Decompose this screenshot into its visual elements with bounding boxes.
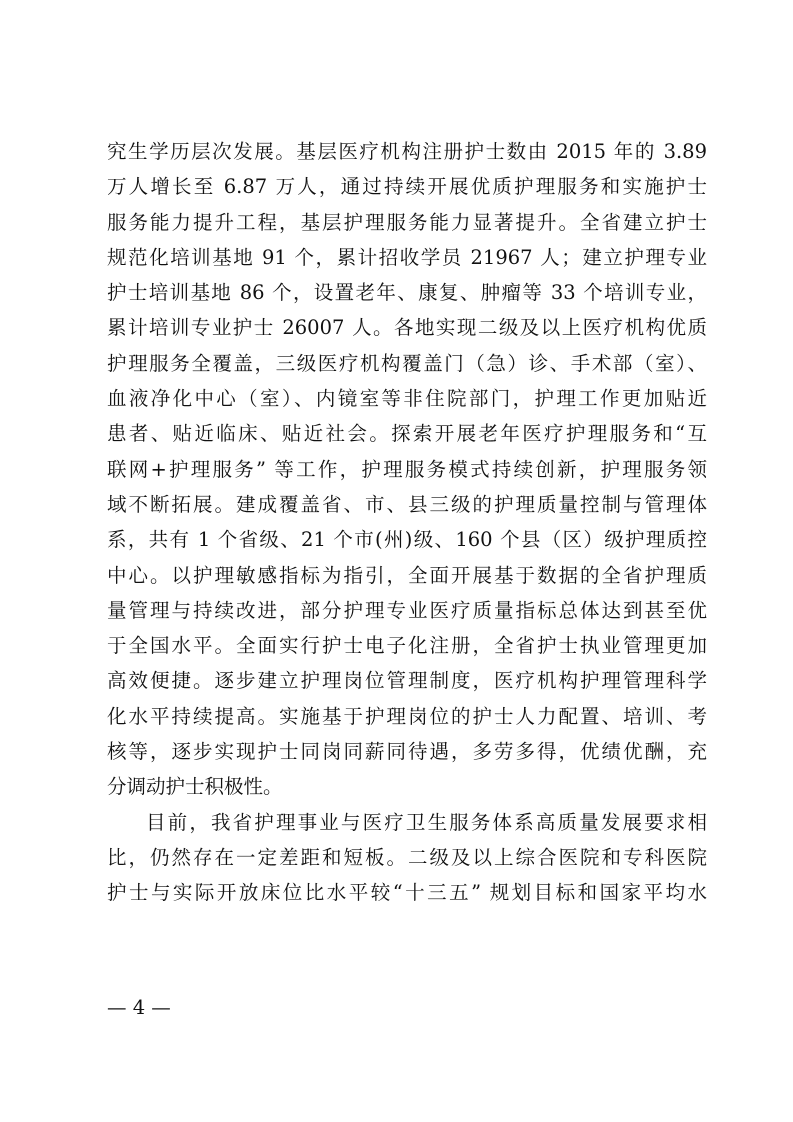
text-line: 核等，逐步实现护士同岗同薪同待遇，多劳多得，优绩优酬，充: [107, 740, 707, 764]
text-line: 血液净化中心（室）、内镜室等非住院部门，护理工作更加贴近: [107, 387, 707, 411]
text-line: 究生学历层次发展。基层医疗机构注册护士数由 2015 年的 3.89: [107, 140, 707, 163]
text-line: 比，仍然存在一定差距和短板。二级及以上综合医院和专科医院: [107, 845, 707, 869]
page-number: — 4 —: [107, 996, 171, 1019]
text-line: 规范化培训基地 91 个，累计招收学员 21967 人；建立护理专业: [107, 245, 707, 269]
text-line: 域不断拓展。建成覆盖省、市、县三级的护理质量控制与管理体: [107, 492, 707, 516]
paragraph-2: [107, 805, 707, 911]
text-line: 患者、贴近临床、贴近社会。探索开展老年医疗护理服务和“互: [107, 422, 707, 446]
body-text: [107, 134, 707, 911]
paragraph-1: [107, 134, 707, 805]
text-line: 服务能力提升工程，基层护理服务能力显著提升。全省建立护士: [107, 210, 707, 234]
text-line: 系，共有 1 个省级、21 个市(州)级、160 个县（区）级护理质控: [107, 528, 707, 552]
text-line: 分调动护士积极性。: [107, 775, 283, 799]
text-line: 累计培训专业护士 26007 人。各地实现二级及以上医疗机构优质: [107, 316, 707, 340]
text-line: 护士与实际开放床位比水平较“十三五” 规划目标和国家平均水: [107, 881, 707, 905]
text-line: 护理服务全覆盖，三级医疗机构覆盖门（急）诊、手术部（室）、: [107, 351, 707, 375]
text-line: 目前，我省护理事业与医疗卫生服务体系高质量发展要求相: [146, 810, 707, 834]
text-line: 量管理与持续改进，部分护理专业医疗质量指标总体达到甚至优: [107, 598, 707, 622]
text-line: 于全国水平。全面实行护士电子化注册，全省护士执业管理更加: [107, 634, 707, 658]
text-line: 万人增长至 6.87 万人，通过持续开展优质护理服务和实施护士: [107, 175, 707, 199]
text-line: 护士培训基地 86 个，设置老年、康复、肿瘤等 33 个培训专业，: [107, 281, 707, 305]
text-line: 高效便捷。逐步建立护理岗位管理制度，医疗机构护理管理科学: [107, 669, 707, 693]
text-line: 联网+护理服务” 等工作，护理服务模式持续创新，护理服务领: [107, 457, 707, 481]
text-line: 化水平持续提高。实施基于护理岗位的护士人力配置、培训、考: [107, 704, 707, 728]
text-line: 中心。以护理敏感指标为指引，全面开展基于数据的全省护理质: [107, 563, 707, 587]
